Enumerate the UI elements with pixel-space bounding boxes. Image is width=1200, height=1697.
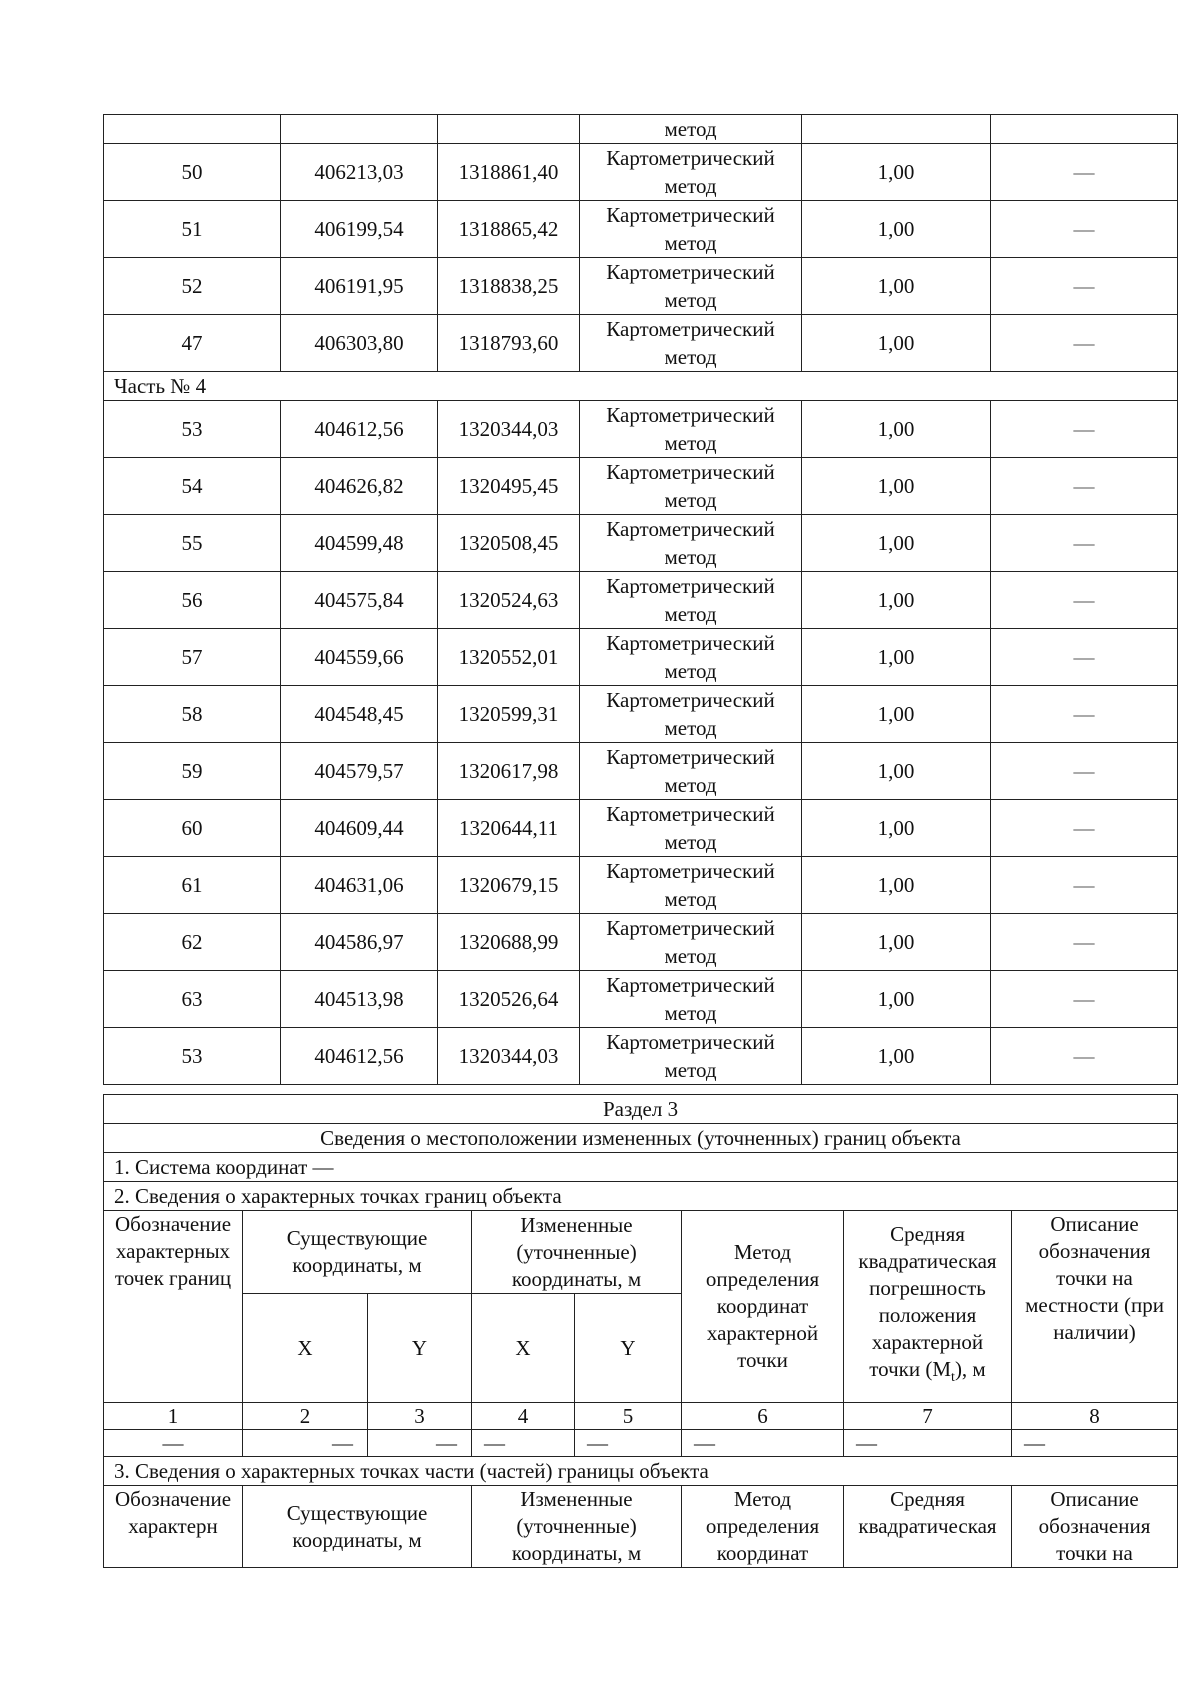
error-cell: 1,00 <box>802 258 991 315</box>
coord-y: 1320599,31 <box>438 686 580 743</box>
header-changed-x: X <box>472 1294 575 1403</box>
empty-cell: — <box>243 1430 368 1457</box>
error-cell: 1,00 <box>802 800 991 857</box>
section-subtitle: Сведения о местоположении измененных (уточненных) границ объекта <box>104 1124 1178 1153</box>
parts-heading: 3. Сведения о характерных точках части (частей) границы объекта <box>104 1457 1178 1486</box>
method-cell: Картометрический метод <box>580 743 802 800</box>
column-number: 7 <box>844 1403 1012 1430</box>
coord-y: 1318861,40 <box>438 144 580 201</box>
description-cell: — <box>991 857 1178 914</box>
error-cell: 1,00 <box>802 629 991 686</box>
method-cell: Картометрический метод <box>580 857 802 914</box>
point-number: 52 <box>104 258 281 315</box>
description-cell: — <box>991 201 1178 258</box>
table-row <box>104 201 1178 258</box>
point-number: 56 <box>104 572 281 629</box>
description-cell: — <box>991 914 1178 971</box>
part-label: Часть № 4 <box>104 372 1178 401</box>
method-cell: Картометрический метод <box>580 401 802 458</box>
header-existing-x: X <box>243 1294 368 1403</box>
coord-x: 406213,03 <box>281 144 438 201</box>
coord-x: 404575,84 <box>281 572 438 629</box>
point-number: 58 <box>104 686 281 743</box>
method-cell: Картометрический метод <box>580 458 802 515</box>
coordinate-system: 1. Система координат — <box>104 1153 1178 1182</box>
coord-x: 406303,80 <box>281 315 438 372</box>
section-3-table <box>103 1094 1178 1568</box>
point-number: 61 <box>104 857 281 914</box>
header-error: Средняя квадратическая погрешность положения характерной точки $(M_t)$, м <box>844 1211 1012 1403</box>
header-changed-y: Y <box>575 1294 682 1403</box>
coord-x: 406191,95 <box>281 258 438 315</box>
coord-y: 1320679,15 <box>438 857 580 914</box>
coord-y: 1320495,45 <box>438 458 580 515</box>
table-row <box>104 1028 1178 1085</box>
coord-x: 404579,57 <box>281 743 438 800</box>
cut-header-designation: Обозначение характерн <box>104 1486 243 1568</box>
empty-cell: — <box>104 1430 243 1457</box>
empty-cell: — <box>575 1430 682 1457</box>
coord-x: 404548,45 <box>281 686 438 743</box>
coord-x: 404599,48 <box>281 515 438 572</box>
column-number: 4 <box>472 1403 575 1430</box>
table-row <box>104 857 1178 914</box>
coord-x: 404612,56 <box>281 1028 438 1085</box>
column-number: 1 <box>104 1403 243 1430</box>
coordinates-table <box>103 114 1178 1085</box>
coord-x: 404626,82 <box>281 458 438 515</box>
point-number: 59 <box>104 743 281 800</box>
point-number: 60 <box>104 800 281 857</box>
description-cell: — <box>991 401 1178 458</box>
error-cell: 1,00 <box>802 686 991 743</box>
table-row <box>104 914 1178 971</box>
table-row <box>104 629 1178 686</box>
table-row <box>104 572 1178 629</box>
coord-x: 404609,44 <box>281 800 438 857</box>
method-cell: Картометрический метод <box>580 629 802 686</box>
error-cell: 1,00 <box>802 515 991 572</box>
column-number: 2 <box>243 1403 368 1430</box>
coord-x: 404631,06 <box>281 857 438 914</box>
method-cell: Картометрический метод <box>580 572 802 629</box>
coord-x: 406199,54 <box>281 201 438 258</box>
error-cell: 1,00 <box>802 572 991 629</box>
description-cell: — <box>991 629 1178 686</box>
coord-y: 1320688,99 <box>438 914 580 971</box>
column-number: 6 <box>682 1403 844 1430</box>
coord-x <box>281 115 438 144</box>
description-cell: — <box>991 258 1178 315</box>
cut-header-changed: Измененные (уточненные) координаты, м <box>472 1486 682 1568</box>
table-row <box>104 515 1178 572</box>
coord-y: 1320508,45 <box>438 515 580 572</box>
section-title: Раздел 3 <box>104 1095 1178 1124</box>
table-row <box>104 115 1178 144</box>
empty-cell: — <box>368 1430 472 1457</box>
description-cell: — <box>991 686 1178 743</box>
method-cell: Картометрический метод <box>580 144 802 201</box>
point-number: 47 <box>104 315 281 372</box>
coord-y: 1320617,98 <box>438 743 580 800</box>
column-number: 3 <box>368 1403 472 1430</box>
cut-header-existing: Существующие координаты, м <box>243 1486 472 1568</box>
table-row <box>104 743 1178 800</box>
cut-header-description: Описание обозначения точки на <box>1012 1486 1178 1568</box>
empty-cell: — <box>844 1430 1012 1457</box>
table-row <box>104 800 1178 857</box>
table-row <box>104 458 1178 515</box>
coord-x: 404586,97 <box>281 914 438 971</box>
description-cell <box>991 115 1178 144</box>
points-heading: 2. Сведения о характерных точках границ объекта <box>104 1182 1178 1211</box>
error-cell: 1,00 <box>802 971 991 1028</box>
error-cell: 1,00 <box>802 857 991 914</box>
table-row <box>104 971 1178 1028</box>
error-cell: 1,00 <box>802 1028 991 1085</box>
error-cell: 1,00 <box>802 401 991 458</box>
description-cell: — <box>991 971 1178 1028</box>
coord-y <box>438 115 580 144</box>
point-number: 50 <box>104 144 281 201</box>
method-cell: метод <box>580 115 802 144</box>
error-cell: 1,00 <box>802 458 991 515</box>
cut-header-method: Метод определения координат <box>682 1486 844 1568</box>
point-number: 53 <box>104 1028 281 1085</box>
point-number: 63 <box>104 971 281 1028</box>
header-description: Описание обозначения точки на местности (при наличии) <box>1012 1211 1178 1403</box>
table-row <box>104 258 1178 315</box>
method-cell: Картометрический метод <box>580 515 802 572</box>
point-number: 54 <box>104 458 281 515</box>
coord-y: 1320644,11 <box>438 800 580 857</box>
empty-cell: — <box>682 1430 844 1457</box>
error-cell: 1,00 <box>802 144 991 201</box>
coord-x: 404612,56 <box>281 401 438 458</box>
point-number: 51 <box>104 201 281 258</box>
empty-cell: — <box>1012 1430 1178 1457</box>
error-cell <box>802 115 991 144</box>
method-cell: Картометрический метод <box>580 315 802 372</box>
header-existing: Существующие координаты, м <box>243 1211 472 1294</box>
table-row <box>104 686 1178 743</box>
table-row <box>104 144 1178 201</box>
coord-y: 1320344,03 <box>438 1028 580 1085</box>
cut-header-error: Средняя квадратическая <box>844 1486 1012 1568</box>
error-cell: 1,00 <box>802 914 991 971</box>
method-cell: Картометрический метод <box>580 971 802 1028</box>
description-cell: — <box>991 144 1178 201</box>
description-cell: — <box>991 515 1178 572</box>
coord-x: 404513,98 <box>281 971 438 1028</box>
coord-y: 1318838,25 <box>438 258 580 315</box>
column-number: 8 <box>1012 1403 1178 1430</box>
point-number: 62 <box>104 914 281 971</box>
method-cell: Картометрический метод <box>580 686 802 743</box>
empty-cell: — <box>472 1430 575 1457</box>
error-cell: 1,00 <box>802 201 991 258</box>
coord-y: 1318865,42 <box>438 201 580 258</box>
point-number: 57 <box>104 629 281 686</box>
error-cell: 1,00 <box>802 315 991 372</box>
coord-x: 404559,66 <box>281 629 438 686</box>
coord-y: 1320526,64 <box>438 971 580 1028</box>
description-cell: — <box>991 743 1178 800</box>
description-cell: — <box>991 800 1178 857</box>
table-row <box>104 401 1178 458</box>
method-cell: Картометрический метод <box>580 258 802 315</box>
method-cell: Картометрический метод <box>580 1028 802 1085</box>
header-designation: Обозначение характерных точек границ <box>104 1211 243 1403</box>
error-cell: 1,00 <box>802 743 991 800</box>
point-number: 53 <box>104 401 281 458</box>
coord-y: 1320344,03 <box>438 401 580 458</box>
point-number: 55 <box>104 515 281 572</box>
coord-y: 1320524,63 <box>438 572 580 629</box>
description-cell: — <box>991 572 1178 629</box>
part-row <box>104 372 1178 401</box>
header-method: Метод определения координат характерной точки <box>682 1211 844 1403</box>
description-cell: — <box>991 458 1178 515</box>
point-number <box>104 115 281 144</box>
header-changed: Измененные (уточненные) координаты, м <box>472 1211 682 1294</box>
method-cell: Картометрический метод <box>580 201 802 258</box>
coord-y: 1320552,01 <box>438 629 580 686</box>
description-cell: — <box>991 315 1178 372</box>
method-cell: Картометрический метод <box>580 914 802 971</box>
coord-y: 1318793,60 <box>438 315 580 372</box>
description-cell: — <box>991 1028 1178 1085</box>
header-existing-y: Y <box>368 1294 472 1403</box>
column-number: 5 <box>575 1403 682 1430</box>
table-row <box>104 315 1178 372</box>
method-cell: Картометрический метод <box>580 800 802 857</box>
